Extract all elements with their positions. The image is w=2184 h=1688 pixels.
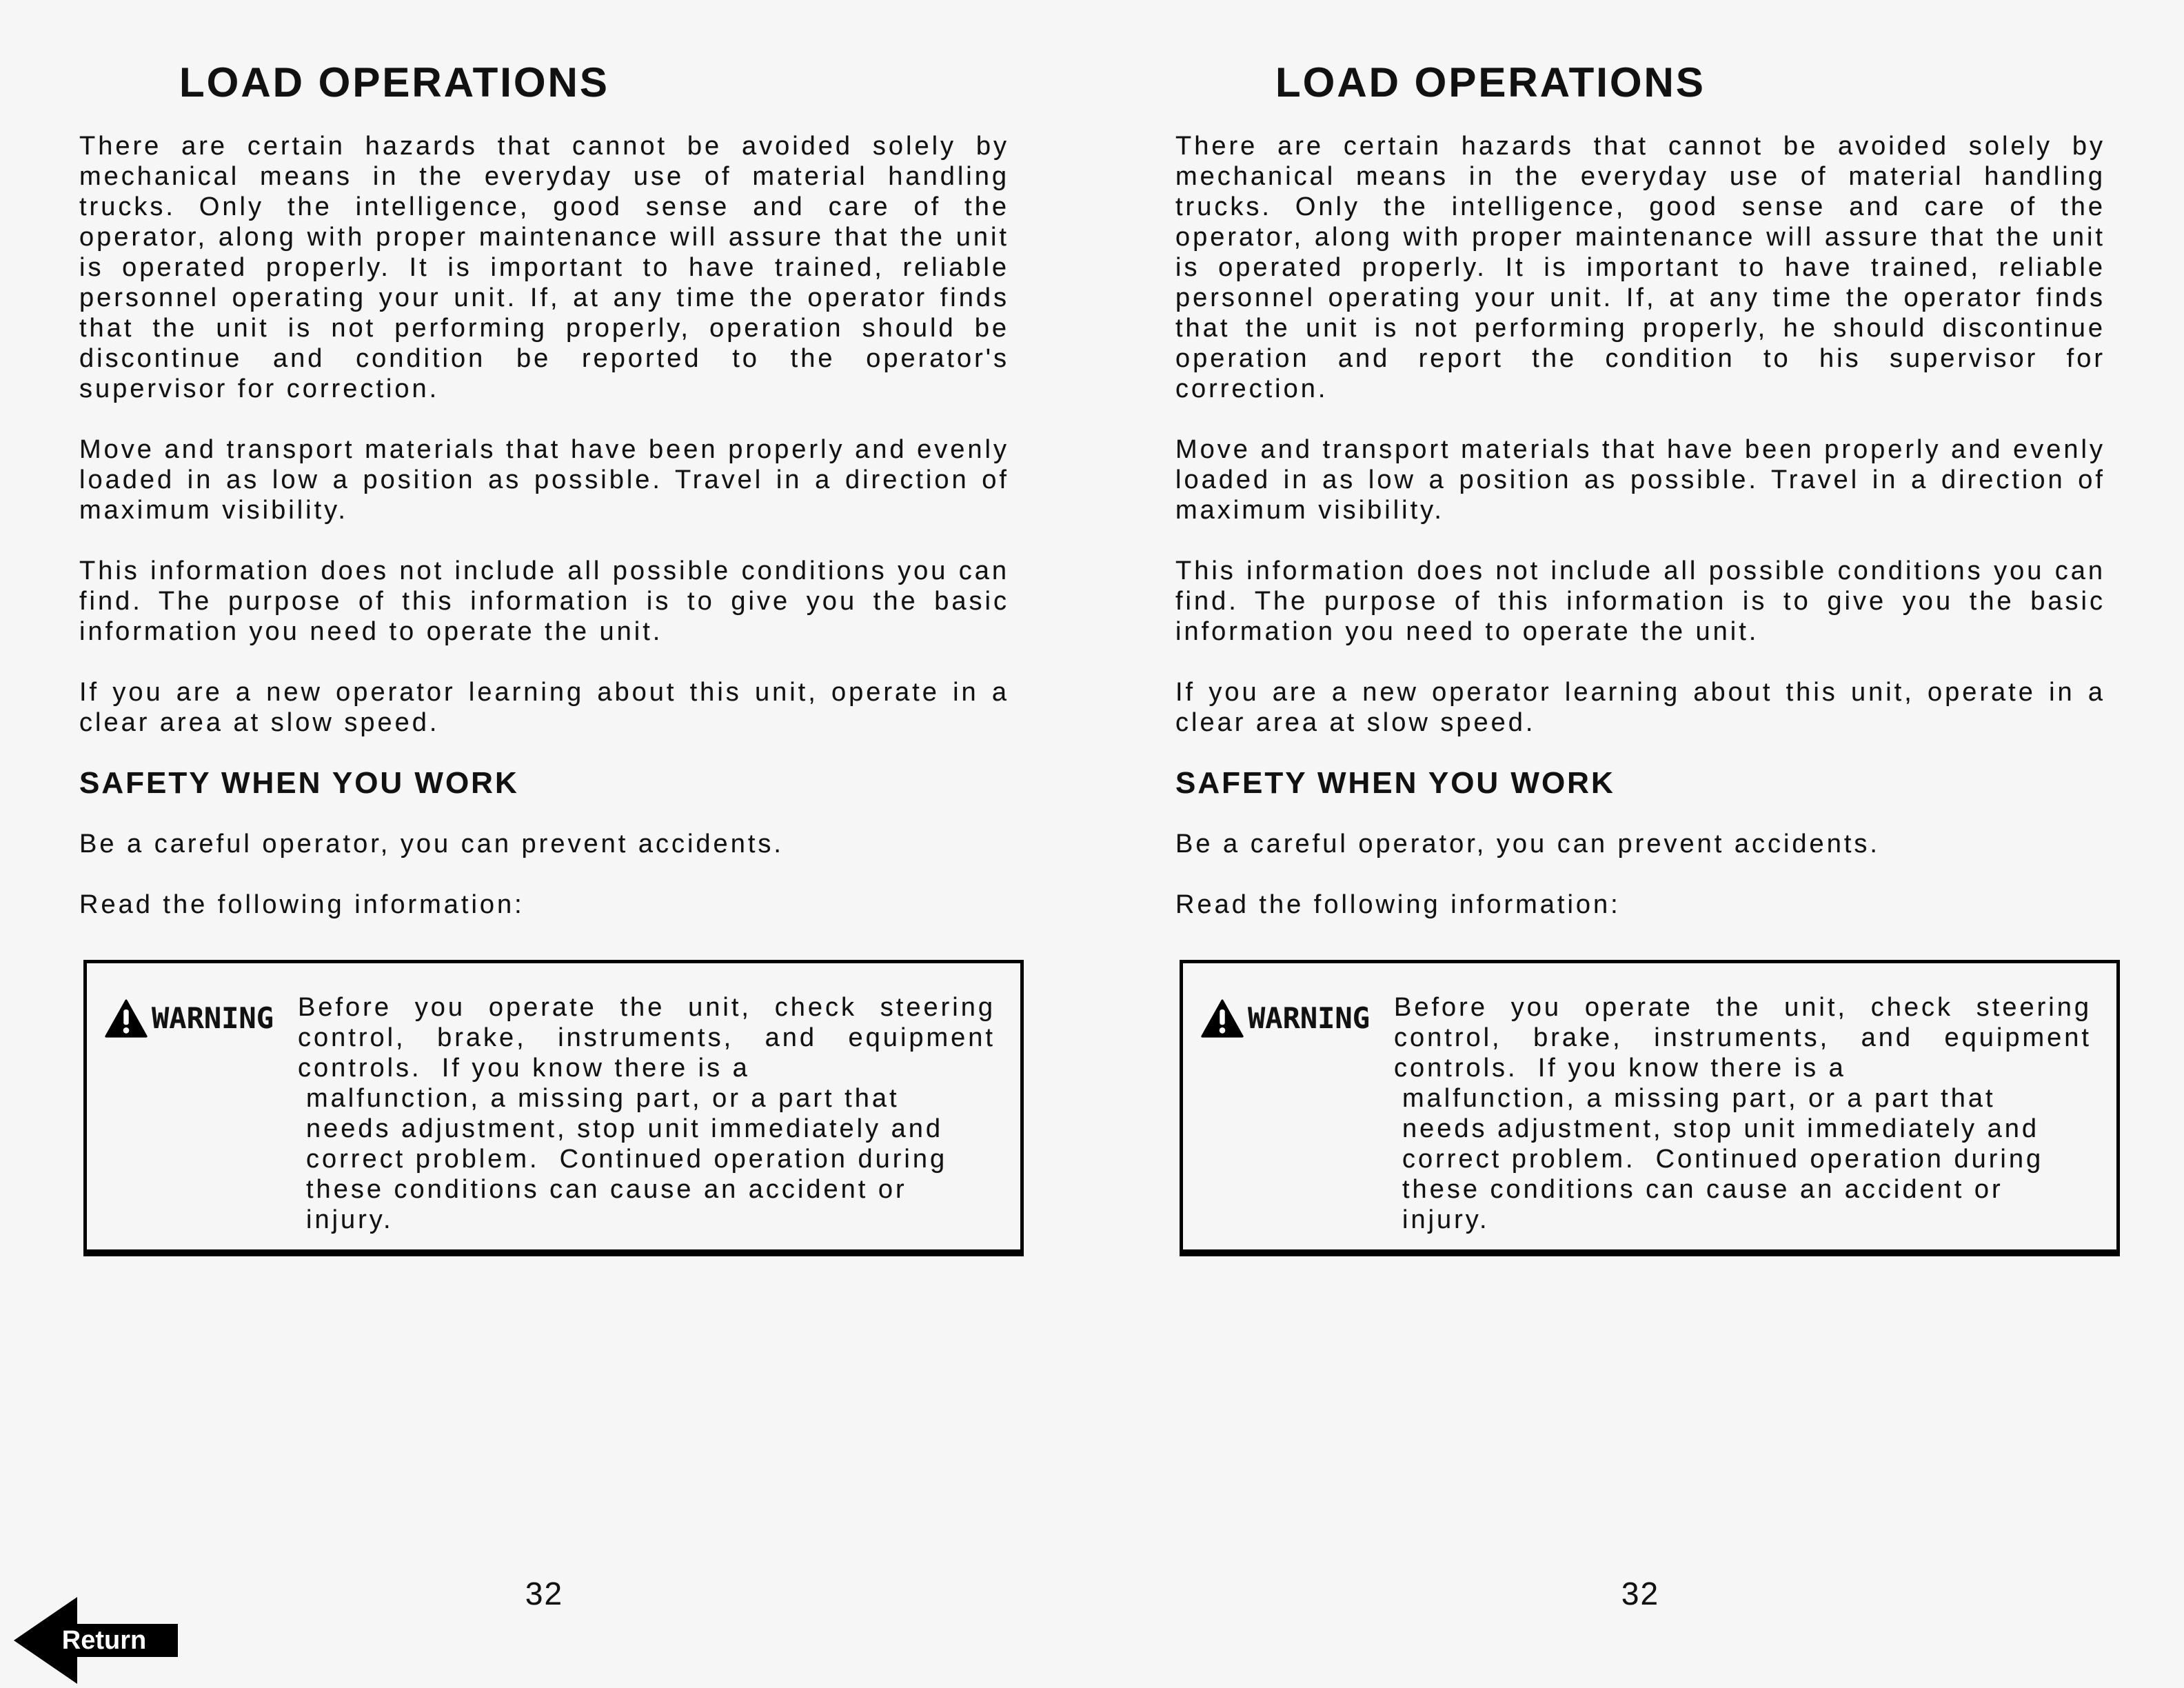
return-button[interactable] <box>14 1597 179 1684</box>
warning-label: WARNING <box>1248 1001 1371 1035</box>
warning-text-line: controls. If you know there is a <box>1394 1054 1846 1083</box>
section-heading: SAFETY WHEN YOU WORK <box>1175 766 1615 800</box>
body-paragraph: If you are a new operator learning about this unit, operate in a clear area at slow speed. <box>79 678 1009 737</box>
warning-label: WARNING <box>152 1001 274 1035</box>
warning-text-line: injury. <box>1402 1205 1490 1234</box>
warning-text-line: correct problem. Continued operation during <box>306 1145 948 1174</box>
warning-text-line: malfunction, a missing part, or a part that <box>306 1084 900 1113</box>
warning-text-line: Before you operate the unit, check steering <box>298 993 995 1022</box>
body-paragraph: There are certain hazards that cannot be avoided solely by mechanical means in the everyday use of material handling trucks. Only the intelligence, good sense and care of the operator, along with proper maintenance will assure that the unit is operated properly. It is important to have trained, reliable personnel operating your unit. If, at any time the operator finds that the unit is not performing properly, operation should be discontinue and condition be reported to the operator's supervisor for correction. <box>79 132 1009 403</box>
section-heading: SAFETY WHEN YOU WORK <box>79 766 519 800</box>
warning-text-line: needs adjustment, stop unit immediately and <box>306 1114 943 1143</box>
warning-text <box>1394 992 2092 1235</box>
sub-paragraph: Read the following information: <box>79 890 525 919</box>
warning-text-line: control, brake, instruments, and equipment <box>298 1023 995 1052</box>
warning-header <box>105 999 298 1038</box>
page-number: 32 <box>1621 1576 1660 1611</box>
body-paragraph: Move and transport materials that have been properly and evenly loaded in as low a position as possible. Travel in a direction of maximum visibility. <box>79 435 1009 525</box>
body-paragraph: There are certain hazards that cannot be avoided solely by mechanical means in the everyday use of material handling trucks. Only the intelligence, good sense and care of the operator, along with proper maintenance will assure that the unit is operated properly. It is important to have trained, reliable personnel operating your unit. If, at any time the operator finds that the unit is not performing properly, he should discontinue operation and report the condition to his supervisor for correction. <box>1175 132 2105 403</box>
warning-text-line: malfunction, a missing part, or a part that <box>1402 1084 1996 1113</box>
sub-paragraph: Be a careful operator, you can prevent accidents. <box>79 830 784 858</box>
warning-text-line: injury. <box>306 1205 394 1234</box>
page-title: LOAD OPERATIONS <box>1275 59 1706 106</box>
return-button-label: Return <box>61 1626 147 1655</box>
warning-text-line: correct problem. Continued operation during <box>1402 1145 2044 1174</box>
warning-text-line: control, brake, instruments, and equipment <box>1394 1023 2092 1052</box>
manual-page-right <box>1175 61 2105 1688</box>
warning-header <box>1201 999 1394 1038</box>
manual-page-left <box>79 61 1009 1688</box>
warning-triangle-icon <box>105 999 148 1038</box>
sub-paragraph: Read the following information: <box>1175 890 1621 919</box>
warning-triangle-icon <box>1201 999 1244 1038</box>
page-number: 32 <box>525 1576 564 1611</box>
warning-text-line: these conditions can cause an accident or <box>1402 1175 2003 1204</box>
warning-text-line: Before you operate the unit, check steering <box>1394 993 2092 1022</box>
sub-paragraph: Be a careful operator, you can prevent accidents. <box>1175 830 1880 858</box>
warning-text-line: needs adjustment, stop unit immediately and <box>1402 1114 2039 1143</box>
warning-box <box>83 960 1024 1256</box>
warning-box <box>1180 960 2120 1256</box>
warning-text-line: these conditions can cause an accident or <box>306 1175 907 1204</box>
body-paragraph: This information does not include all possible conditions you can find. The purpose of this information is to give you the basic information you need to operate the unit. <box>1175 556 2105 646</box>
body-paragraph: If you are a new operator learning about this unit, operate in a clear area at slow speed. <box>1175 678 2105 737</box>
body-paragraph: Move and transport materials that have been properly and evenly loaded in as low a position as possible. Travel in a direction of maximum visibility. <box>1175 435 2105 525</box>
warning-text <box>298 992 995 1235</box>
warning-text-line: controls. If you know there is a <box>298 1054 750 1083</box>
page-title: LOAD OPERATIONS <box>179 59 609 106</box>
body-paragraph: This information does not include all possible conditions you can find. The purpose of this information is to give you the basic information you need to operate the unit. <box>79 556 1009 646</box>
